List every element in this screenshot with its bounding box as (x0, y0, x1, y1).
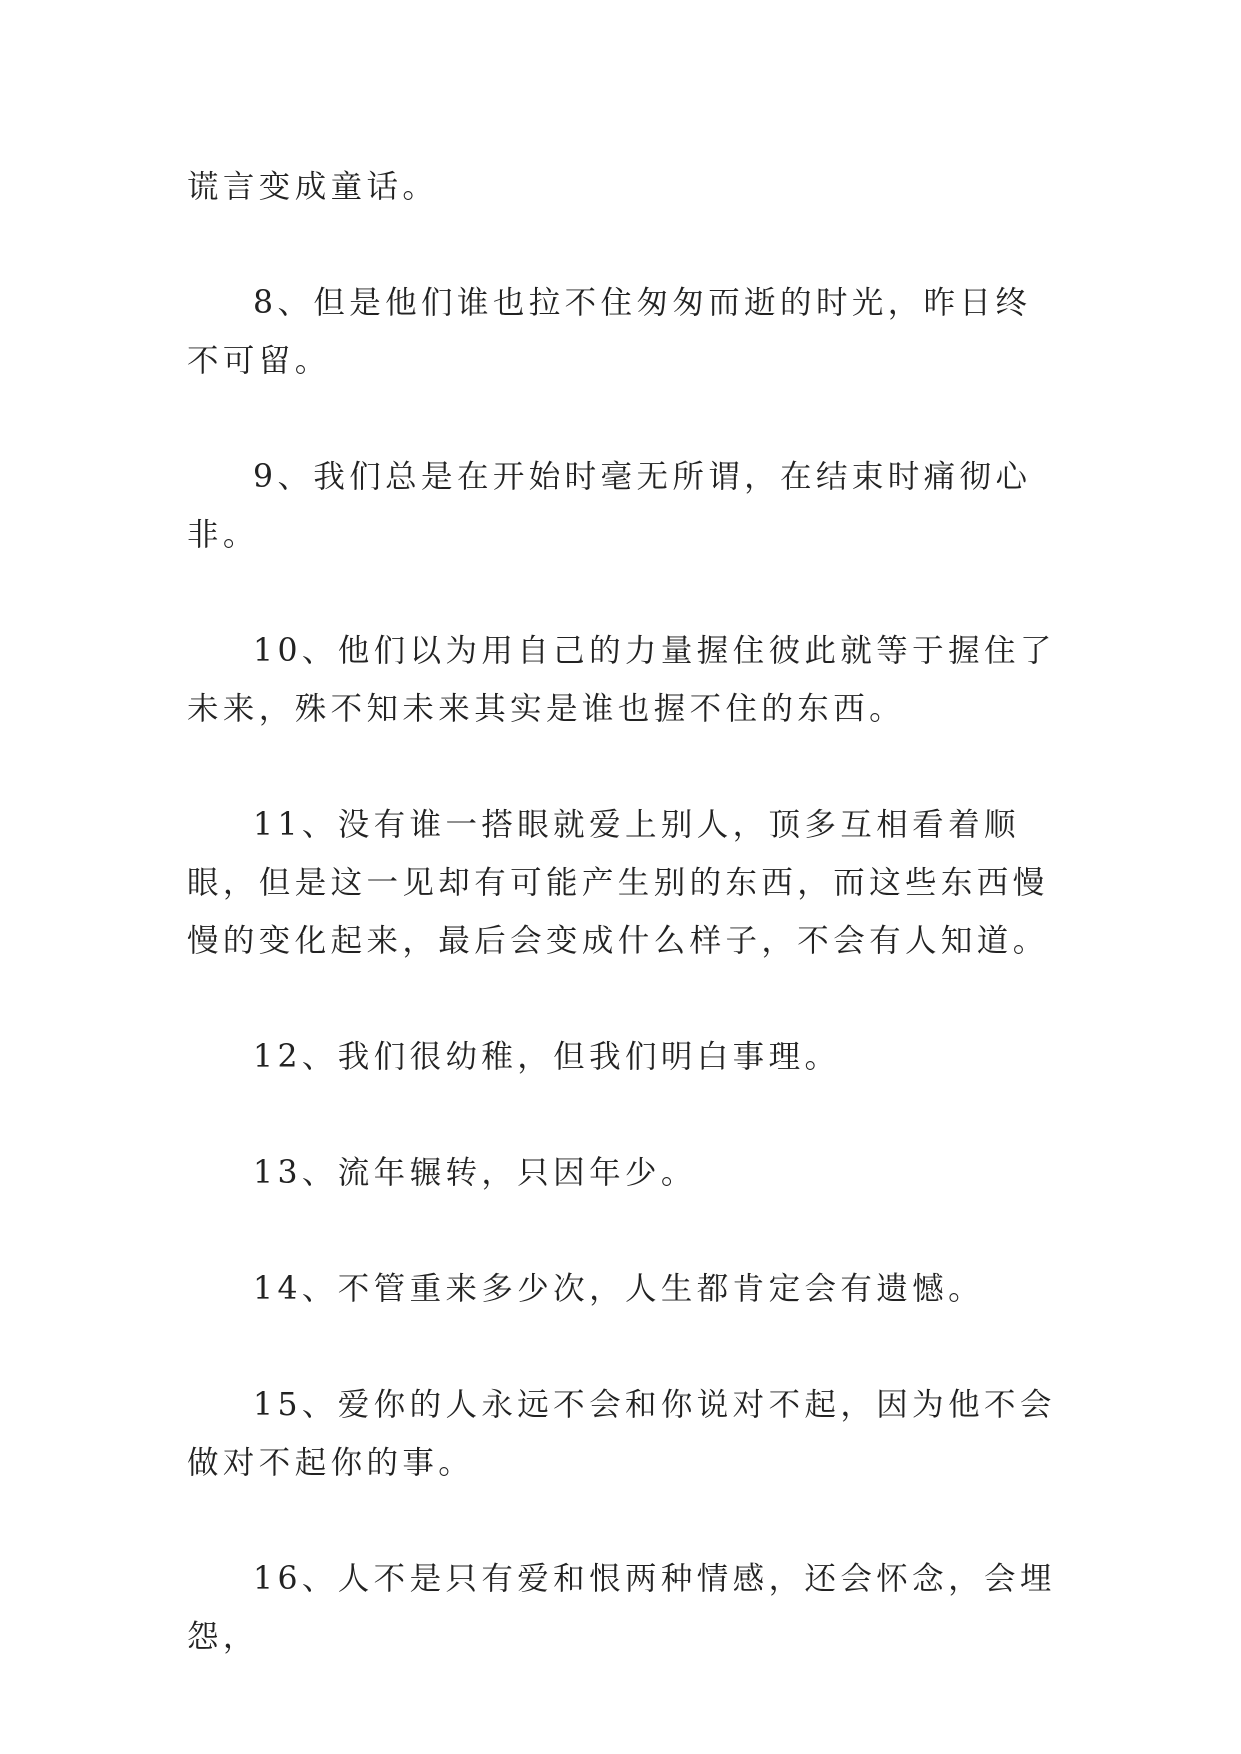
document-body (187, 158, 1067, 1666)
quote-item-13: 13、流年辗转，只因年少。 (253, 1155, 697, 1191)
quote-item-10: 10、他们以为用自己的力量握住彼此就等于握住了未来，殊不知未来其实是谁也握不住的东西。 (187, 633, 1056, 727)
quote-item-16: 16、人不是只有爱和恨两种情感，还会怀念，会埋怨， (187, 1561, 1056, 1655)
quote-item-14: 14、不管重来多少次，人生都肯定会有遗憾。 (253, 1271, 984, 1307)
quote-item-8: 8、但是他们谁也拉不住匆匆而逝的时光，昨日终不可留。 (187, 285, 1032, 379)
paragraph-continuation: 谎言变成童话。 (187, 169, 439, 205)
quote-item-9: 9、我们总是在开始时毫无所谓，在结束时痛彻心非。 (187, 459, 1032, 553)
quote-item-15: 15、爱你的人永远不会和你说对不起，因为他不会做对不起你的事。 (187, 1387, 1056, 1481)
quote-item-11: 11、没有谁一搭眼就爱上别人，顶多互相看着顺眼，但是这一见却有可能产生别的东西，而这些东西慢慢的变化起来，最后会变成什么样子，不会有人知道。 (187, 807, 1049, 959)
quote-item-12: 12、我们很幼稚，但我们明白事理。 (253, 1039, 841, 1075)
